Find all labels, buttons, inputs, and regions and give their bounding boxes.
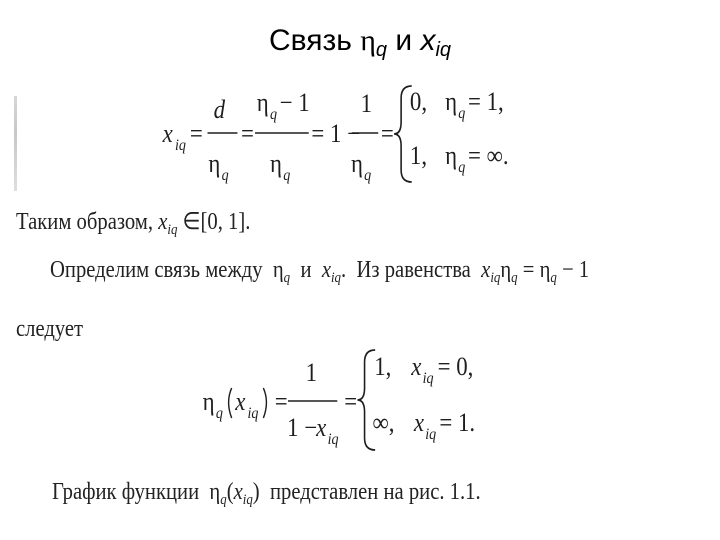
- f2-eq2: =: [344, 387, 358, 417]
- f1-minus-one: − 1: [279, 88, 310, 118]
- line2-eta3: η: [539, 257, 551, 283]
- f2-case1-x: x: [411, 352, 422, 382]
- f1-d: d: [213, 95, 226, 125]
- f1-eta-den2-sub: q: [283, 167, 291, 185]
- title-eta-sub: q: [375, 39, 388, 61]
- line2-eta2-sub: q: [511, 270, 518, 286]
- f2-one-num: 1: [305, 358, 318, 388]
- title-and: и: [387, 24, 421, 57]
- f2-case2-value: ∞,: [372, 408, 395, 438]
- line2-x2-sub: iq: [490, 270, 501, 286]
- f1-eta-den1-sub: q: [221, 167, 229, 185]
- f2-case2-x: x: [413, 408, 425, 438]
- line4-x: x: [233, 479, 243, 505]
- f2-eta: η: [202, 387, 215, 417]
- line2-prefix: Определим связь между: [50, 257, 263, 283]
- f2-case2-cond: = 1.: [439, 408, 476, 438]
- title-eta: η: [360, 24, 376, 57]
- f1-x: x: [162, 119, 173, 149]
- f2-paren-left: [229, 388, 232, 418]
- f1-one-num: 1: [360, 89, 373, 119]
- line2-eta-sub: q: [283, 270, 291, 286]
- f2-case1-value: 1,: [374, 352, 392, 382]
- f2-den-x: x: [316, 413, 327, 443]
- line2-eq: =: [522, 257, 535, 283]
- title-prefix: Связь: [268, 24, 361, 57]
- f2-eta-sub: q: [215, 405, 223, 423]
- text-line-4: График функции $\eta_q(x_{iq})$ представлен на рис. 1.1.: [52, 479, 481, 508]
- f1-case2-value: 1,: [409, 141, 428, 171]
- line2-x: x: [321, 257, 331, 283]
- f1-eta-den3: η: [350, 149, 363, 179]
- f1-eq2: =: [240, 119, 254, 149]
- line2-minus-one: − 1: [562, 257, 590, 283]
- line4-x-sub: iq: [242, 492, 253, 508]
- f1-eq3: =: [380, 119, 394, 149]
- f1-case1-cond: = 1,: [468, 87, 504, 117]
- f2-eq1: =: [274, 387, 288, 417]
- f2-den-x-sub: iq: [327, 431, 339, 449]
- line1-x-sub: iq: [167, 222, 178, 238]
- f2-x: x: [235, 387, 246, 417]
- f1-case2-eta-sub: q: [458, 159, 466, 177]
- line3-text: следует: [16, 316, 84, 342]
- f1-case2-cond: = ∞.: [468, 141, 509, 171]
- f1-case1-eta: η: [445, 87, 458, 117]
- f1-case1-eta-sub: q: [458, 105, 466, 123]
- line2-and: и: [300, 257, 312, 283]
- f1-eta-den3-sub: q: [364, 167, 372, 185]
- f1-case2-eta: η: [445, 141, 458, 171]
- line2-x-sub: iq: [330, 270, 342, 286]
- line2-eta3-sub: q: [550, 270, 557, 286]
- line4-eta-sub: q: [220, 492, 227, 508]
- f2-den-one-minus: 1 −: [287, 413, 318, 443]
- line2-x2: x: [481, 257, 491, 283]
- line1-in: ∈: [182, 209, 201, 235]
- line2-dot: .: [341, 257, 347, 283]
- line4-prefix: График функции: [52, 479, 200, 505]
- f1-case1-value: 0,: [409, 87, 428, 117]
- f2-paren-right: [263, 388, 266, 418]
- line1-prefix: Таким образом,: [16, 209, 154, 235]
- f2-case1-cond: = 0,: [437, 352, 474, 382]
- f2-case2-x-sub: iq: [425, 426, 437, 444]
- f1-eq1: =: [189, 119, 203, 149]
- f2-x-sub: iq: [247, 405, 259, 423]
- f1-eta-den2: η: [270, 149, 282, 179]
- title-x: x: [420, 24, 436, 57]
- line2-eta2: η: [500, 257, 512, 283]
- title-x-sub: iq: [435, 39, 452, 61]
- f1-eta-num2: η: [256, 88, 269, 118]
- line2-from: Из равенства: [356, 257, 471, 283]
- f1-eta-den1: η: [208, 149, 221, 179]
- f1-x-sub: iq: [174, 137, 186, 155]
- line2-eta: η: [272, 257, 284, 283]
- line4-suffix: представлен на рис. 1.1.: [269, 479, 481, 505]
- f1-eq-one-minus: = 1 −: [311, 119, 361, 149]
- line1-x: x: [158, 209, 168, 235]
- f2-case1-x-sub: iq: [422, 370, 434, 388]
- line1-interval: [0, 1].: [200, 209, 251, 235]
- f1-eta-num2-sub: q: [270, 106, 278, 124]
- line4-eta: η: [209, 479, 221, 505]
